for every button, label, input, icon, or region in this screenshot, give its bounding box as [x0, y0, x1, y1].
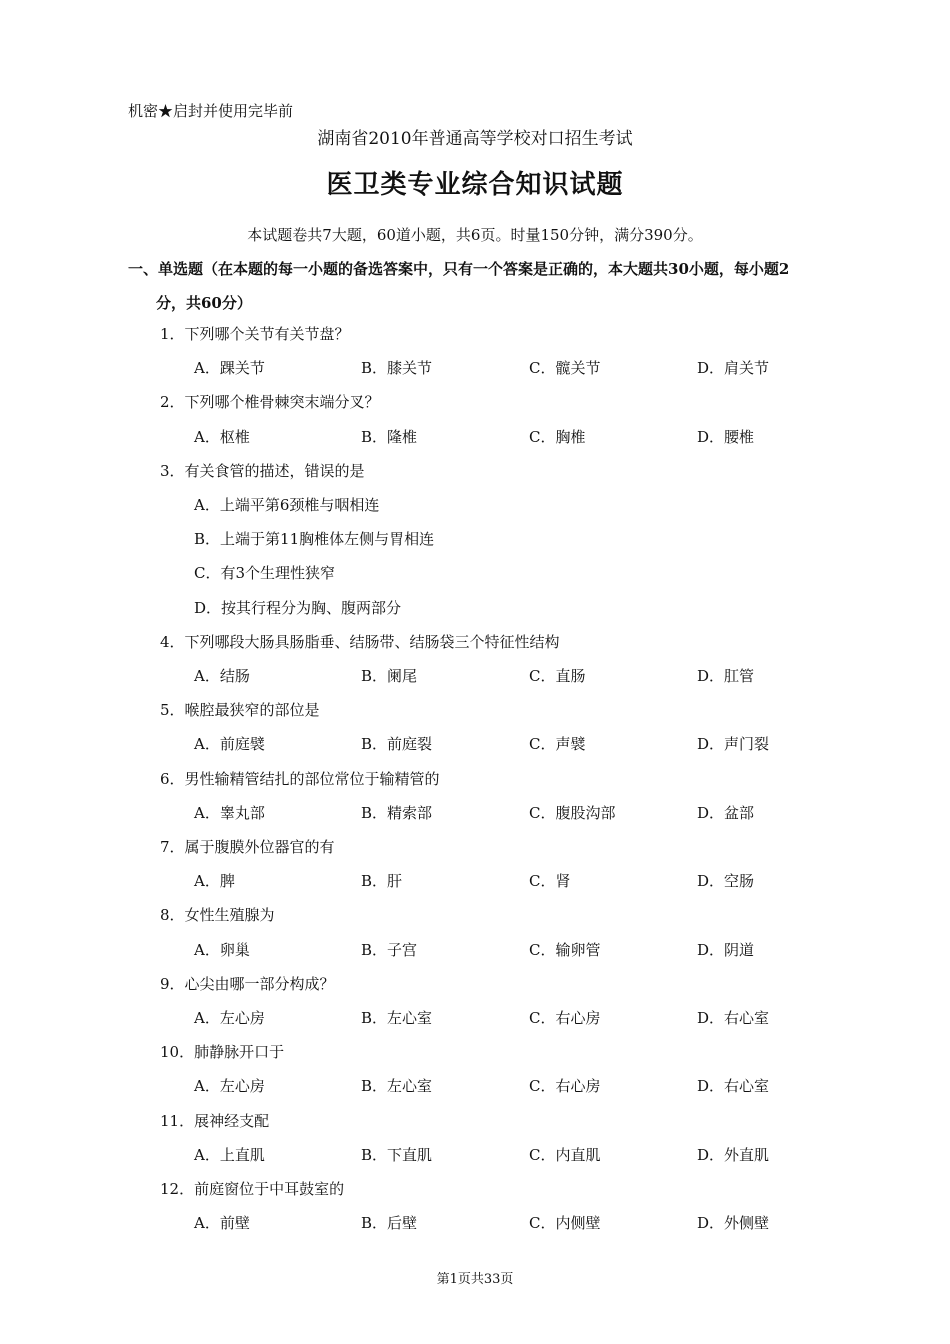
- answer-option: C．声襞: [529, 735, 586, 754]
- answer-option: A．踝关节: [194, 359, 265, 378]
- question-text: 心尖由哪一部分构成？: [184, 974, 335, 993]
- answer-option: A．卵巢: [194, 940, 250, 959]
- page-footer: 第1页共33页: [436, 1272, 514, 1287]
- question-number: 6．: [160, 769, 185, 788]
- section-heading-line1: 一、单选题（在本题的每一小题的备选答案中，只有一个答案是正确的，本大题共30小题，每小题2: [128, 260, 790, 278]
- answer-option: D．右心室: [697, 1077, 770, 1096]
- question-text: 男性输精管结扎的部位常位于输精管的: [184, 769, 440, 788]
- exam-intro: 本试题卷共7大题，60道小题，共6页。时量150分钟，满分390分。: [247, 226, 703, 244]
- question-number: 7．: [160, 838, 185, 856]
- question-stem: [160, 973, 335, 994]
- answer-option: D．空肠: [697, 872, 755, 891]
- answer-option: C．腹股沟部: [529, 803, 616, 822]
- question-stem: [160, 904, 275, 925]
- answer-option: C．肾: [529, 872, 571, 891]
- answer-option: B．阑尾: [361, 667, 418, 685]
- confidential-notice: 机密★启封并使用完毕前: [128, 102, 294, 120]
- answer-option: A．结肠: [194, 667, 250, 685]
- answer-option: D．声门裂: [697, 735, 770, 754]
- answer-option: C．髋关节: [529, 359, 601, 378]
- answer-option: B．子宫: [361, 940, 418, 959]
- question-stem: [160, 836, 335, 857]
- answer-option: B．前庭裂: [361, 735, 433, 754]
- answer-option: C．右心房: [529, 1077, 601, 1096]
- answer-option: C．内侧壁: [529, 1214, 601, 1233]
- answer-option: B．左心室: [361, 1009, 433, 1027]
- answer-option: D．按其行程分为胸、腹两部分: [194, 598, 402, 617]
- question-text: 肺静脉开口于: [194, 1043, 285, 1062]
- section-heading-line2: 分，共60分）: [156, 294, 252, 312]
- question-text: 女性生殖腺为: [184, 906, 275, 925]
- question-stem: [160, 699, 320, 720]
- question-stem: [160, 631, 560, 652]
- answer-option: C．直肠: [529, 667, 586, 685]
- answer-option: C．胸椎: [529, 427, 586, 446]
- question-number: 4．: [160, 632, 185, 651]
- question-number: 1．: [160, 325, 185, 343]
- question-text: 喉腔最狭窄的部位是: [184, 701, 320, 720]
- answer-option: C．右心房: [529, 1009, 601, 1027]
- question-stem: [160, 460, 365, 481]
- question-text: 下列哪段大肠具肠脂垂、结肠带、结肠袋三个特征性结构: [184, 632, 560, 651]
- answer-option: B．后壁: [361, 1214, 418, 1233]
- answer-option: B．精索部: [361, 803, 433, 822]
- question-stem: [160, 1110, 269, 1131]
- answer-option: D．外侧壁: [697, 1214, 770, 1233]
- question-number: 9．: [160, 974, 185, 993]
- answer-option: C．输卵管: [529, 940, 601, 959]
- answer-option: D．肛管: [697, 667, 755, 685]
- question-stem: [160, 768, 440, 789]
- answer-option: C．有3个生理性狭窄: [194, 564, 336, 583]
- question-text: 属于腹膜外位器官的有: [184, 838, 335, 856]
- answer-option: B．肝: [361, 872, 403, 891]
- answer-option: A．上端平第6颈椎与咽相连: [194, 496, 380, 514]
- answer-option: A．脾: [194, 872, 235, 891]
- question-text: 下列哪个椎骨棘突末端分叉？: [184, 393, 380, 412]
- question-number: 5．: [160, 701, 185, 720]
- question-number: 8．: [160, 906, 185, 925]
- answer-option: B．上端于第11胸椎体左侧与胃相连: [194, 530, 435, 549]
- question-number: 12．: [160, 1180, 195, 1198]
- answer-option: D．外直肌: [697, 1145, 770, 1164]
- question-number: 3．: [160, 461, 185, 480]
- question-stem: [160, 391, 380, 412]
- answer-option: B．左心室: [361, 1077, 433, 1096]
- main-title: 医卫类专业综合知识试题: [326, 170, 624, 200]
- answer-option: B．膝关节: [361, 359, 433, 378]
- answer-option: A．前庭襞: [194, 735, 265, 754]
- exam-title: 湖南省2010年普通高等学校对口招生考试: [317, 129, 633, 149]
- answer-option: D．肩关节: [697, 359, 770, 378]
- answer-option: A．枢椎: [194, 427, 250, 446]
- question-stem: [160, 1041, 284, 1062]
- answer-option: B．下直肌: [361, 1145, 433, 1164]
- answer-option: D．阴道: [697, 940, 755, 959]
- answer-option: C．内直肌: [529, 1145, 601, 1164]
- question-number: 11．: [160, 1111, 195, 1130]
- question-number: 2．: [160, 393, 185, 412]
- question-text: 前庭窗位于中耳鼓室的: [194, 1180, 345, 1198]
- question-stem: [160, 1178, 344, 1199]
- question-text: 有关食管的描述，错误的是: [184, 461, 365, 480]
- question-number: 10．: [160, 1043, 195, 1062]
- answer-option: D．右心室: [697, 1009, 770, 1027]
- question-text: 展神经支配: [194, 1111, 270, 1130]
- answer-option: B．隆椎: [361, 427, 418, 446]
- question-text: 下列哪个关节有关节盘？: [184, 325, 350, 343]
- answer-option: A．睾丸部: [194, 803, 265, 822]
- question-stem: [160, 323, 350, 344]
- answer-option: A．左心房: [194, 1077, 265, 1096]
- section-heading: [128, 252, 840, 320]
- answer-option: A．上直肌: [194, 1145, 265, 1164]
- answer-option: D．盆部: [697, 803, 755, 822]
- answer-option: D．腰椎: [697, 427, 755, 446]
- answer-option: A．前壁: [194, 1214, 250, 1233]
- answer-option: A．左心房: [194, 1009, 265, 1027]
